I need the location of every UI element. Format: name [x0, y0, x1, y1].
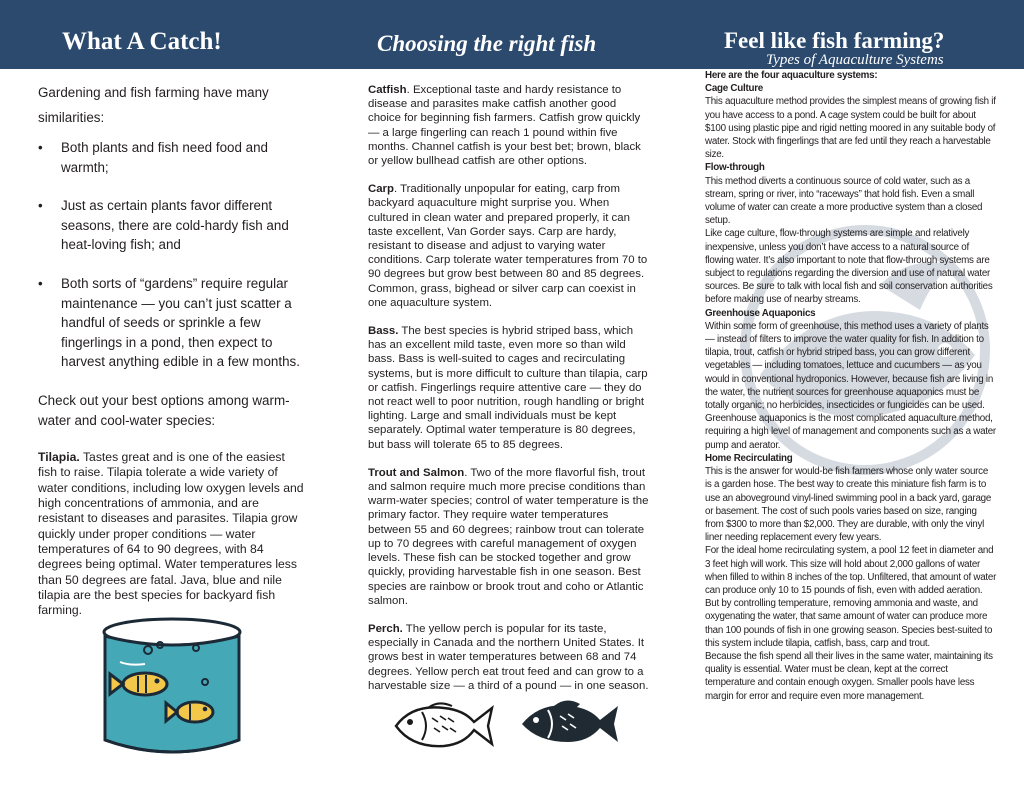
tilapia-text: Tastes great and is one of the easiest fish to raise. Tilapia tolerate a wide variety of water conditions, including low oxygen levels and high concentrations of ammonia, and are resistant to diseases and parasites. Tilapia grow quickly under proper conditions — water temperatures of 64 to 90 degrees, with 84 degrees being optimal. Water temperatures less than 50 degrees are fatal. Java, blue and nile tilapia are the best species for backyard fish farming. [38, 450, 304, 618]
fish-text: The yellow perch is popular for its taste, especially in Canada and the northern United States. It grows best in water temperatures between 68 and 74 degrees. Yellow perch eat trout feed and can grow to a harvestable size — a third of a pound — in one season. [368, 622, 649, 692]
right-title: Feel like fish farming? [724, 28, 945, 53]
list-item: • Just as certain plants favor different seasons, there are cold-hardy fish and heat-loving fish; and [38, 196, 306, 255]
home-recirculating-heading: Home Recirculating [705, 452, 793, 464]
fish-name: Catfish [368, 84, 407, 96]
greenhouse-heading: Greenhouse Aquaponics [705, 307, 816, 319]
left-title: What A Catch! [62, 28, 222, 55]
cage-culture-text: This aquaculture method provides the simplest means of growing fish if you have access to a pond. A cage system could be built for about $100 using plastic pipe and rigid netting moored in any suitable body of water. Stock with fingerlings that are fed until they reach a harvestable size. [705, 96, 996, 161]
list-item: • Both sorts of “gardens” require regular maintenance — you can’t just scatter a handful of seeds or sprinkle a few fingerlings in a pond, then expect to harvest anything edible in a few months. [38, 274, 306, 372]
home-recirculating-text: Because the fish spend all their lives in the same water, maintaining its quality is essential. Water must be clean, kept at the correct temperature and contain enough oxygen. Smaller pools have less margin for error and require even more management. [705, 650, 993, 702]
greenhouse-text: Within some form of greenhouse, this method uses a variety of plants — instead of filters to improve the water quality for fish. In addition to tilapia, trout, catfish or hybrid striped bass, you can grow different vegetables — including tomatoes, lettuce and cucumbers — as you would in conventional hydroponics. However, because fish are living in the water, the nutrient sources for greenhouse aquaponics must be totally organic; no herbicides, insecticides or fungicides can be used. Greenhouse aquaponics is the most complicated aquaculture method, requiring a high level of management and components such as a water pump and aerator. [705, 320, 996, 451]
flow-through-heading: Flow-through [705, 162, 765, 174]
home-recirculating-text: For the ideal home recirculating system, a pool 12 feet in diameter and 3 feet high will work. This size will hold about 2,000 gallons of water when filled to within 8 inches of the top. Unfiltered, that amount of water can produce only 10 to 15 pounds of fish, even with added aeration. But by controlling temperature, removing ammonia and waste, and oxygenating the water, that same amount of water can produce more than 100 pounds of fish in one growing season. Species best-suited to this system include tilapia, catfish, bass, carp and trout. [705, 545, 997, 649]
fish-entry-perch [368, 622, 650, 693]
fish-outline-icon [392, 700, 496, 752]
fish-name: Trout and Salmon [368, 466, 465, 479]
middle-column [368, 83, 650, 707]
systems-intro: Here are the four aquaculture systems: [705, 70, 878, 81]
fish-solid-icon [518, 696, 622, 748]
left-column [38, 80, 306, 618]
list-item: • Both plants and fish need food and warmth; [38, 138, 306, 177]
cage-culture-heading: Cage Culture [705, 83, 763, 95]
tilapia-paragraph [38, 450, 306, 618]
right-subtitle: Types of Aquaculture Systems [766, 52, 944, 68]
fish-text: The best species is hybrid striped bass, which has an excellent mild taste, even more so than wild bass. Bass is well-suited to cages and recirculating systems, but is more difficult to culture than tilapia, carp or catfish. Fingerlings require attentive care — they do not react well to poor nutrition, rough handling or bright lighting. Large and small individuals must be kept separately. Optimal water temperature is 80 degrees, but bass will tolerate 65 to 85 degrees. [368, 325, 648, 451]
fish-text: . Traditionally unpopular for eating, carp from backyard aquaculture might surprise you. When cultured in clean water and prepared properly, it can taste excellent, Van Gorder says. Carp are hardy, resistant to disease and adjust to varying water conditions. Carp tolerate water temperatures from 70 to 90 degrees but grow best between 80 and 85 degrees. Common, grass, bighead or silver carp can coexist in one aquaculture system. [368, 183, 648, 309]
fish-text: . Exceptional taste and hardy resistance to disease and parasites make catfish another good choice for beginning fish farmers. Catfish grow quickly — a large fingerling can reach 1 pound within five months. Channel catfish is your best bet; brown, black or yellow bullhead catfish are other options. [368, 84, 641, 168]
check-out-text: Check out your best options among warm-water and cool-water species: [38, 392, 290, 428]
fish-entry-bass [368, 324, 650, 452]
fish-entry-trout-salmon [368, 466, 650, 608]
fish-name: Carp [368, 183, 394, 196]
intro-text: Gardening and fish farming have many similarities: [38, 85, 269, 125]
middle-title: Choosing the right fish [377, 31, 597, 56]
aquarium-icon [100, 612, 248, 764]
fish-name: Perch. [368, 622, 403, 635]
fish-entry-carp [368, 182, 650, 310]
home-recirculating-text: This is the answer for would-be fish farmers whose only water source is a garden hose. The best way to create this miniature fish farm is to use an aboveground vinyl-lined swimming pool in a back yard, garage or basement. The cost of such pools varies based on size, ranging from $300 to more than $2,000. They are durable, with only the vinyl liner needing replacement every few years. [705, 466, 992, 544]
fish-entry-catfish [368, 83, 650, 168]
fish-text: . Two of the more flavorful fish, trout and salmon require much more precise conditions than warm-water species; control of water temperature is the primary factor. They require water temperatures between 55 and 60 degrees; rainbow trout can tolerate up to 70 degrees with careful management of oxygen levels. These fish can be stocked together and grow quickly, providing harvestable fish in one season. Best species are rainbow or brook trout and coho or Atlantic salmon. [368, 466, 649, 607]
flow-through-text: Like cage culture, flow-through systems are simple and relatively inexpensive, unless you don’t have access to a natural source of flowing water. It’s also important to note that flow-through systems are subject to regulations regarding the diversion and use of natural water sources. Be sure to talk with local fish and soil conservation authorities before making use of nearby streams. [705, 228, 993, 306]
right-column [705, 69, 997, 703]
fish-name: Bass. [368, 325, 399, 338]
flow-through-text: This method diverts a continuous source of cold water, such as a stream, spring or river, into “raceways” that hold fish. Even a small volume of water can create a more productive system than a closed setup. [705, 175, 983, 227]
tilapia-name: Tilapia. [38, 450, 80, 465]
similarities-list [38, 138, 306, 372]
